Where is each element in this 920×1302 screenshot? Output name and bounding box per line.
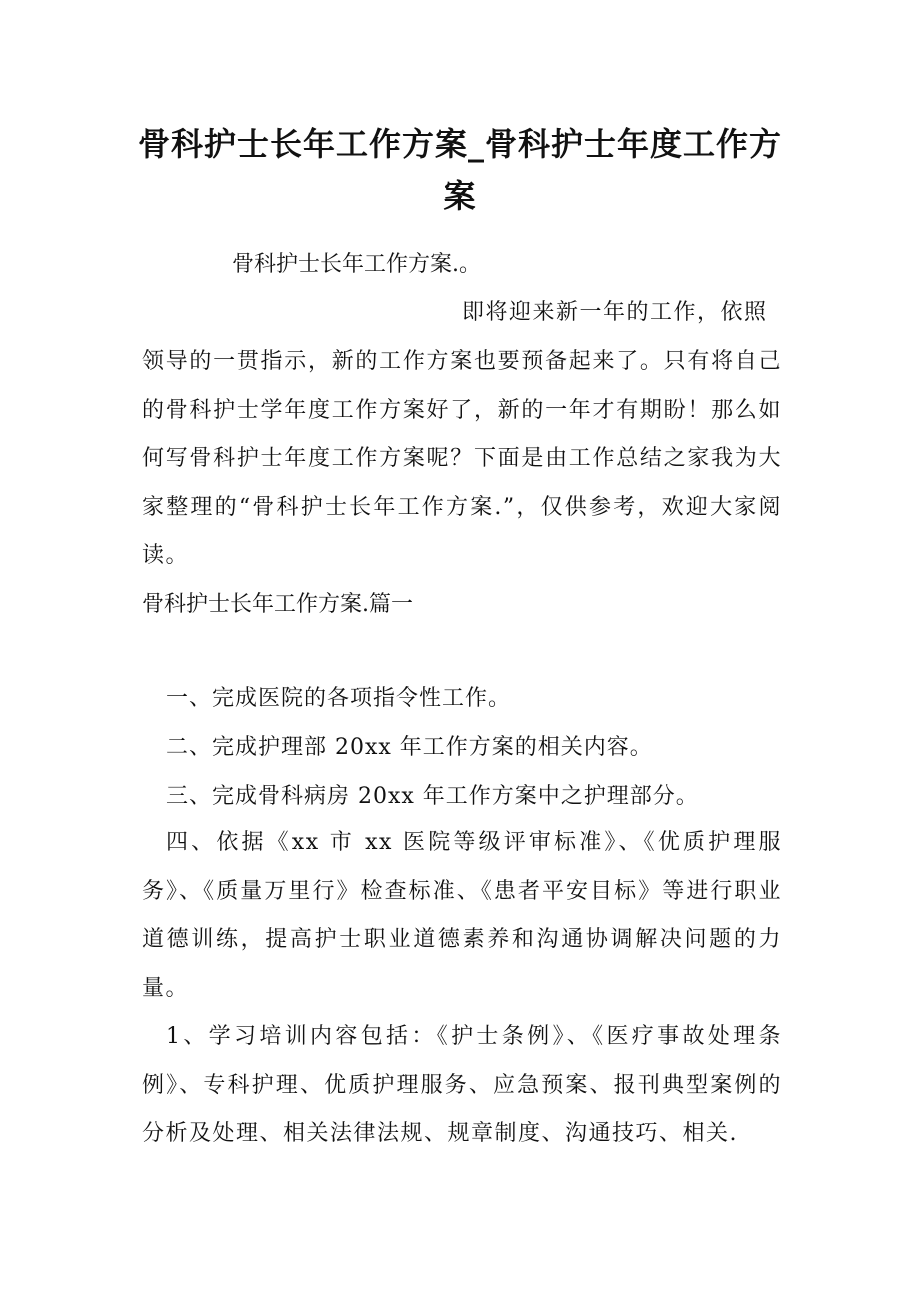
list-item-four: 四、依据《xx 市 xx 医院等级评审标准》、《优质护理服务》、《质量万里行》检查标准、《患者平安目标》等进行职业道德训练，提高护士职业道德素养和沟通协调解决问题的力量。 <box>142 830 782 1001</box>
section-heading: 骨科护士长年工作方案.篇一 <box>142 592 413 617</box>
list-item: 一、完成医院的各项指令性工作。 <box>166 686 512 711</box>
list-item: 三、完成骨科病房 20xx 年工作方案中之护理部分。 <box>166 784 699 809</box>
intro-first-line: 即将迎来新一年的工作，依照 <box>462 300 768 325</box>
list-item: 二、完成护理部 20xx 年工作方案的相关内容。 <box>166 735 653 760</box>
intro-paragraph: 领导的一贯指示，新的工作方案也要预备起来了。只有将自己的骨科护士学年度工作方案好了，新的一年才有期盼！那么如何写骨科护士年度工作方案呢？下面是由工作总结之家我为大家整理的“骨科护士长年工作方案.”，仅供参考，欢迎大家阅读。 <box>142 349 782 568</box>
document-title: 骨科护士长年工作方案_骨科护士年度工作方案 <box>137 125 782 215</box>
sub-item-one: 1、学习培训内容包括：《护士条例》、《医疗事故处理条例》、专科护理、优质护理服务、应急预案、报刊典型案例的分析及处理、相关法律法规、规章制度、沟通技巧、相关. <box>142 1024 782 1146</box>
intro-heading: 骨科护士长年工作方案.。 <box>232 252 481 277</box>
